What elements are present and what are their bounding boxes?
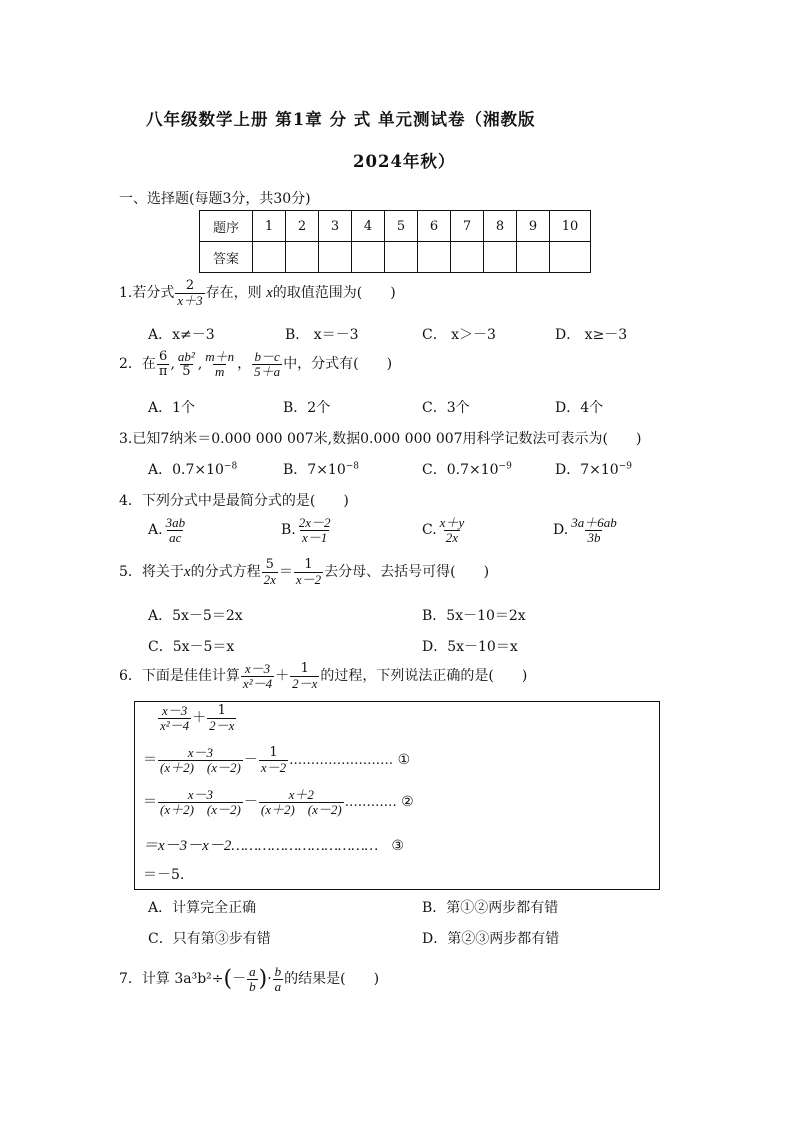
question-3: 3.已知7纳米＝0.000 000 007米,数据0.000 000 007用科学记数法可表示为( ) [119,431,642,447]
answer-cell[interactable] [286,242,319,273]
table-cell: 8 [484,211,517,242]
table-cell: 5 [385,211,418,242]
table-header-cell: 答案 [200,242,253,273]
q4-option-b[interactable]: B. $\frac{2x-2}{x-1}$ [281,515,331,545]
answer-cell[interactable] [484,242,517,273]
step-2-marker: ② [401,794,414,811]
answer-cell[interactable] [253,242,286,273]
q2-fraction-1: $\frac{6}{\pi}$ [158,349,168,379]
process-line-0: $\frac{x-3}{\text{x²－4}}$ ＋ $\frac{1}{2-x}$ [160,703,235,733]
q5-option-a[interactable]: A．5x－5＝2x [148,608,243,624]
question-1: 1.若分式 $\frac{2}{x+3}$ 存在，则 x的取值范围为( ) [119,278,396,308]
table-cell: 10 [550,211,591,242]
answer-cell[interactable] [352,242,385,273]
q1-option-b[interactable]: B． x＝－3 [285,327,359,343]
q2-option-b[interactable]: B．2个 [283,400,331,416]
question-5: 5．将关于x的分式方程 $\frac{5}{2x}$ ＝ $\frac{1}{x-2}$ 去分母、去括号可得( ) [119,557,490,587]
table-cell: 1 [253,211,286,242]
q4-option-c[interactable]: C. $\frac{x+y}{2x}$ [422,515,465,545]
table-cell: 9 [517,211,550,242]
table-cell: 3 [319,211,352,242]
question-4: 4．下列分式中是最简分式的是( ) [119,493,349,509]
exam-title-line2: 2024年秋） [353,152,456,171]
process-line-3: ＝x－3－x－2…………………………… ③ [143,838,404,854]
q6-option-d[interactable]: D．第②③两步都有错 [422,931,560,947]
table-cell: 2 [286,211,319,242]
q6-option-c[interactable]: C．只有第③步有错 [148,931,271,947]
q2-fraction-2: $\frac{\text{ab²}}{5}$ [177,349,195,379]
process-line-2: ＝ $\frac{x-3}{(x+2) (x-2)}$ － $\frac{x+2}{(x+2) (x-2)}$ ………… ② [143,787,414,817]
q3-option-b[interactable]: B．$7\times 10^{-8}$ [283,461,360,478]
question-2: 2．在 $\frac{6}{\pi}$ , $\frac{\text{ab²}}{5}$ , $\frac{m+n}{m}$ ， $\frac{b-c}{5+a}$ 中，分式有( ) [119,349,393,379]
exam-title-line1: 八年级数学上册 第1章 分 式 单元测试卷（湘教版 [146,110,536,129]
table-cell: 6 [418,211,451,242]
answer-cell[interactable] [418,242,451,273]
solution-process-box [134,701,660,890]
table-cell: 4 [352,211,385,242]
process-line-1: ＝ $\frac{x-3}{(x+2) (x-2)}$ － $\frac{1}{x-2}$ …………………… ① [143,745,411,775]
q2-option-a[interactable]: A．1个 [148,400,196,416]
answer-cell[interactable] [517,242,550,273]
answer-cell[interactable] [451,242,484,273]
answer-cell[interactable] [385,242,418,273]
q5-option-b[interactable]: B．5x－10＝2x [422,608,526,624]
table-header-cell: 题序 [200,211,253,242]
process-line-4: ＝－5. [143,867,185,883]
q5-option-d[interactable]: D．5x－10＝x [422,639,518,655]
q3-option-a[interactable]: A．$0.7\times 10^{-8}$ [148,461,238,478]
table-cell: 7 [451,211,484,242]
step-3-marker: ③ [391,838,404,854]
q1-option-a[interactable]: A．x≠－3 [148,327,215,343]
q3-option-d[interactable]: D．$7\times 10^{-9}$ [555,461,632,478]
table-row [200,211,591,242]
q4-option-a[interactable]: A. $\frac{3ab}{ac}$ [148,515,186,545]
answer-cell[interactable] [319,242,352,273]
q1-fraction: $\frac{2}{x+3}$ [177,278,203,308]
q1-option-d[interactable]: D． x≥－3 [555,327,628,343]
q2-option-d[interactable]: D．4个 [555,400,604,416]
question-6: 6．下面是佳佳计算 $\frac{x-3}{\text{x²－4}}$ ＋ $\frac{1}{2-x}$ 的过程，下列说法正确的是( ) [119,661,528,691]
q2-fraction-4: $\frac{b-c}{5+a}$ [254,349,281,379]
q1-option-c[interactable]: C． x＞－3 [422,327,496,343]
section-heading: 一、选择题(每题3分，共30分) [119,191,311,207]
q6-option-a[interactable]: A．计算完全正确 [148,900,257,916]
q2-option-c[interactable]: C．3个 [422,400,470,416]
q3-option-c[interactable]: C．$0.7\times 10^{-9}$ [422,461,512,478]
q1-prefix: 1.若分式 [119,285,175,302]
q5-option-c[interactable]: C．5x－5＝x [148,639,235,655]
q4-option-d[interactable]: D. $\frac{3a+6ab}{3b}$ [553,515,617,545]
table-row [200,242,591,273]
answer-table [199,210,591,273]
question-7: 7．计算 3a³b²÷(－ $\frac{a}{b}$ )· $\frac{b}{a}$ 的结果是( ) [119,964,380,994]
answer-cell[interactable] [550,242,591,273]
q2-fraction-3: $\frac{m+n}{m}$ [205,349,235,379]
q6-option-b[interactable]: B．第①②两步都有错 [422,900,559,916]
step-1-marker: ① [397,752,411,769]
